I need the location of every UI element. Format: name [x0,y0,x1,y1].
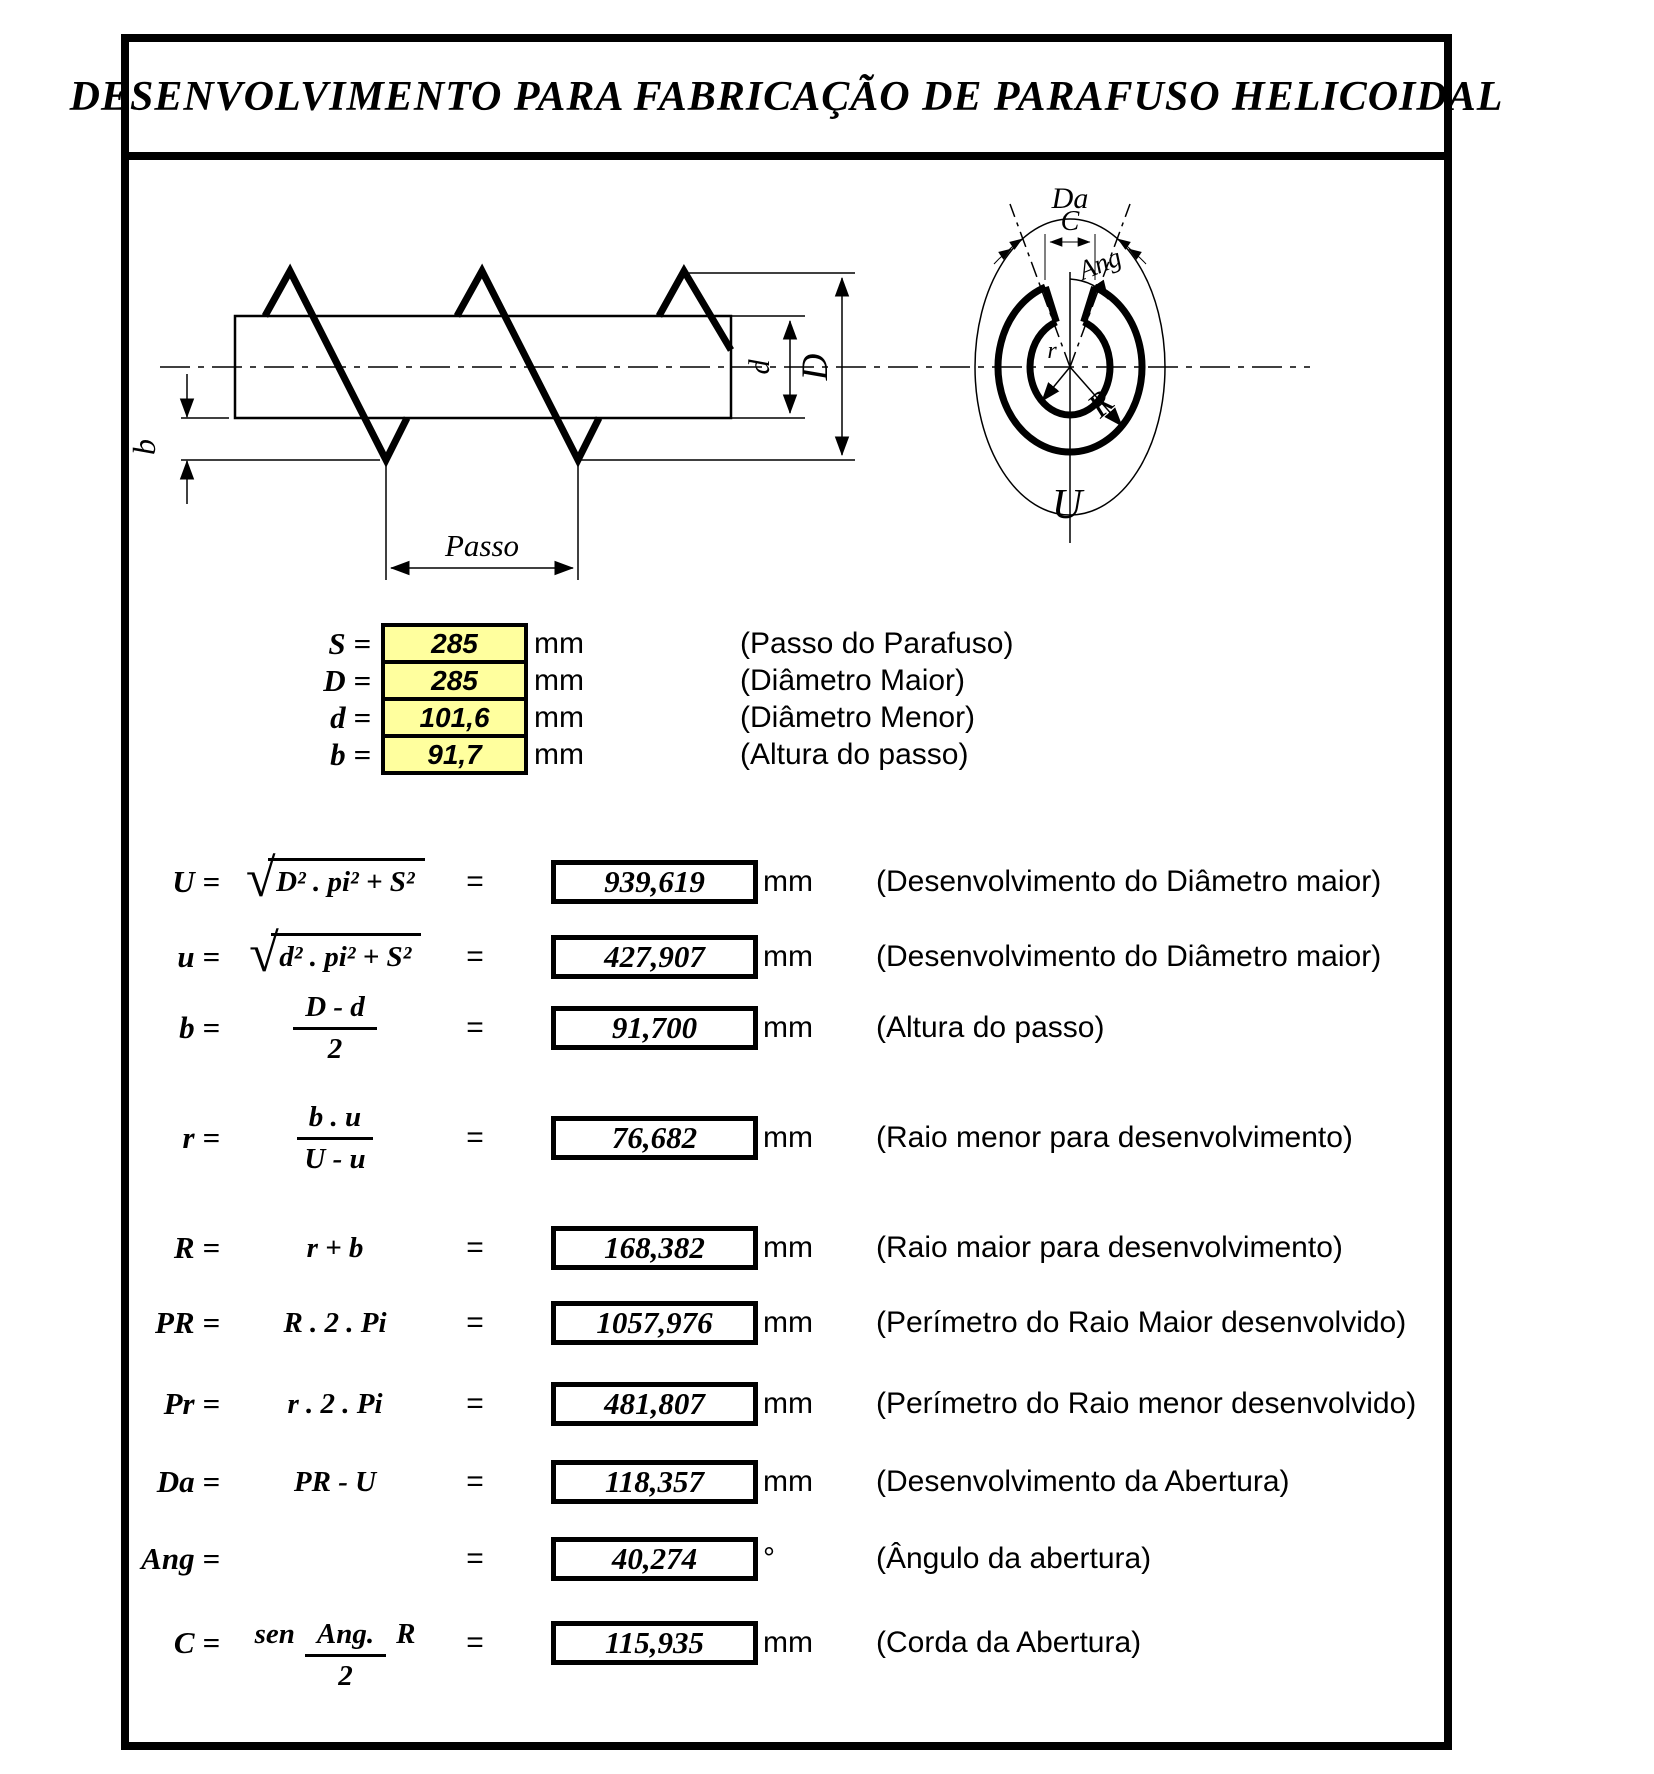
result-description: (Raio maior para desenvolvimento) [876,1231,1343,1264]
title-bar [69,42,1504,160]
input-cell[interactable] [381,697,528,738]
result-variable-label: PR = [154,1305,220,1340]
input-description: (Altura do passo) [740,737,969,771]
result-row [129,1226,1444,1270]
result-row [129,990,1444,1065]
result-variable-label: b = [179,1010,220,1045]
result-unit-label: mm [763,1306,813,1339]
label-R: R [1080,383,1122,425]
result-row [129,1100,1444,1175]
input-value: 91,7 [427,738,482,770]
helix-flight-lines [265,271,731,460]
input-variable-label: S = [328,625,371,661]
content-area [126,160,1444,1742]
result-unit-label: mm [763,1626,813,1659]
equals-sign: = [466,940,484,973]
result-unit-label: mm [763,1465,813,1498]
dimension-passo [386,466,578,580]
input-row [129,734,1013,775]
dimension-Da-arrows [994,239,1146,264]
label-passo: Passo [444,528,520,563]
input-description: (Passo do Parafuso) [740,626,1014,660]
input-cell[interactable] [381,660,528,701]
result-description: (Altura do passo) [876,1011,1105,1044]
result-description: (Perímetro do Raio Maior desenvolvido) [876,1306,1407,1339]
fraction-denominator: U - u [304,1142,366,1175]
label-d: d [743,359,776,375]
result-unit-label: mm [763,1121,813,1154]
result-variable-label: C = [173,1625,220,1660]
sqrt-expression [248,922,422,983]
input-description: (Diâmetro Maior) [740,663,966,697]
formula-text: PR - U [293,1465,377,1498]
dimension-b [126,374,380,504]
result-description: (Corda da Abertura) [876,1626,1142,1659]
result-value-cell [551,935,758,979]
result-description: (Raio menor para desenvolvimento) [876,1121,1353,1154]
fraction-denominator: 2 [327,1032,343,1065]
input-value: 285 [431,664,478,696]
input-variable-label: d = [330,699,371,735]
input-row [129,623,1013,664]
input-cell[interactable] [381,734,528,775]
result-variable-label: U = [172,864,220,899]
result-formula [220,991,450,1066]
equals-sign: = [466,1011,484,1044]
input-unit-label: mm [534,737,584,771]
radicand: D² . pi² + S² [268,858,425,899]
result-formula [220,1101,450,1176]
result-formula [220,847,450,908]
result-value: 1057,976 [596,1305,713,1340]
result-description: (Desenvolvimento do Diâmetro maior) [876,940,1382,973]
label-Ang: Ang [1073,241,1126,286]
result-value: 76,682 [611,1120,698,1155]
page-title: DESENVOLVIMENTO PARA FABRICAÇÃO DE PARAFUSO HELICOIDAL [69,74,1504,120]
input-row [129,697,1013,738]
result-value-cell [551,1006,758,1050]
radicand: d² . pi² + S² [271,933,421,974]
label-C: C [1060,206,1080,237]
formula-text: r + b [306,1231,364,1264]
development-view [975,182,1165,543]
label-Da: Da [1051,182,1089,215]
technical-drawing [125,160,1447,600]
input-variable-label: D = [323,662,371,698]
input-value: 101,6 [419,701,490,733]
fraction-numerator: D - d [293,991,377,1030]
result-value-cell [551,1301,758,1345]
fraction-expression [305,1618,386,1693]
result-value: 118,357 [604,1464,705,1499]
input-cell[interactable] [381,623,528,664]
result-description: (Ângulo da abertura) [876,1542,1152,1575]
result-value-cell [551,1116,758,1160]
result-value-cell [551,1382,758,1426]
result-value: 168,382 [604,1230,705,1265]
result-value-cell [551,1621,758,1665]
result-variable-label: Pr = [163,1386,220,1421]
input-unit-label: mm [534,700,584,734]
result-unit-label: mm [763,940,813,973]
label-U: U [1051,482,1083,528]
result-description: (Desenvolvimento da Abertura) [876,1465,1290,1498]
result-row [129,922,1444,983]
sqrt-expression [245,847,424,908]
formula-text: R . 2 . Pi [283,1306,387,1339]
input-unit-label: mm [534,663,584,697]
result-value-cell [551,1226,758,1270]
result-row [129,1617,1444,1692]
result-row [129,1537,1444,1581]
result-value: 481,807 [604,1386,705,1421]
input-row [129,660,1013,701]
input-value: 285 [431,627,478,659]
fraction-expression [297,1101,373,1176]
equals-sign: = [466,1306,484,1339]
result-unit-label: mm [763,1011,813,1044]
input-unit-label: mm [534,626,584,660]
radical-icon: √ [248,922,279,983]
result-description: (Perímetro do Raio menor desenvolvido) [876,1387,1417,1420]
label-D: D [795,353,836,381]
result-value-cell [551,860,758,904]
fraction-expression [293,991,377,1066]
result-variable-label: r = [182,1120,220,1155]
arrow-r [1042,367,1070,401]
result-unit-label: mm [763,865,813,898]
label-b: b [126,439,162,455]
fraction-numerator: Ang. [305,1618,386,1657]
inputs-table [129,623,1013,775]
equals-sign: = [466,1542,484,1575]
result-row [129,847,1444,908]
equals-sign: = [466,1626,484,1659]
result-row [129,1301,1444,1345]
result-variable-label: Ang = [141,1541,220,1576]
input-variable-label: b = [330,736,371,772]
result-variable-label: u = [177,939,220,974]
label-r: r [1047,338,1057,364]
result-value: 91,700 [611,1010,698,1045]
result-formula [220,1466,450,1499]
equals-sign: = [466,865,484,898]
result-description: (Desenvolvimento do Diâmetro maior) [876,865,1382,898]
formula-text: r . 2 . Pi [287,1387,383,1420]
input-description: (Diâmetro Menor) [740,700,976,734]
result-row [129,1460,1444,1504]
result-unit-label: mm [763,1231,813,1264]
main-frame [69,34,1504,1750]
result-value: 115,935 [604,1625,705,1660]
result-value-cell [551,1537,758,1581]
screw-side-view [126,271,855,580]
result-formula [220,1232,450,1265]
result-formula [220,1606,450,1692]
equals-sign: = [466,1465,484,1498]
result-value-cell [551,1460,758,1504]
sine-multiplier: R [396,1617,416,1650]
equals-sign: = [466,1231,484,1264]
result-value: 40,274 [611,1541,698,1576]
result-unit-label: ° [763,1542,775,1575]
result-row [129,1382,1444,1426]
sine-expression [255,1618,416,1693]
result-variable-label: R = [173,1230,220,1265]
result-formula [220,1388,450,1421]
fraction-numerator: b . u [297,1101,373,1140]
result-variable-label: Da = [156,1464,220,1499]
result-value: 939,619 [604,864,705,899]
result-formula [220,1307,450,1340]
equals-sign: = [466,1121,484,1154]
result-formula [220,922,450,983]
equals-sign: = [466,1387,484,1420]
fraction-denominator: 2 [338,1659,353,1692]
result-unit-label: mm [763,1387,813,1420]
sine-function-name: sen [254,1617,295,1650]
radical-icon: √ [245,847,276,908]
result-value: 427,907 [604,939,705,974]
